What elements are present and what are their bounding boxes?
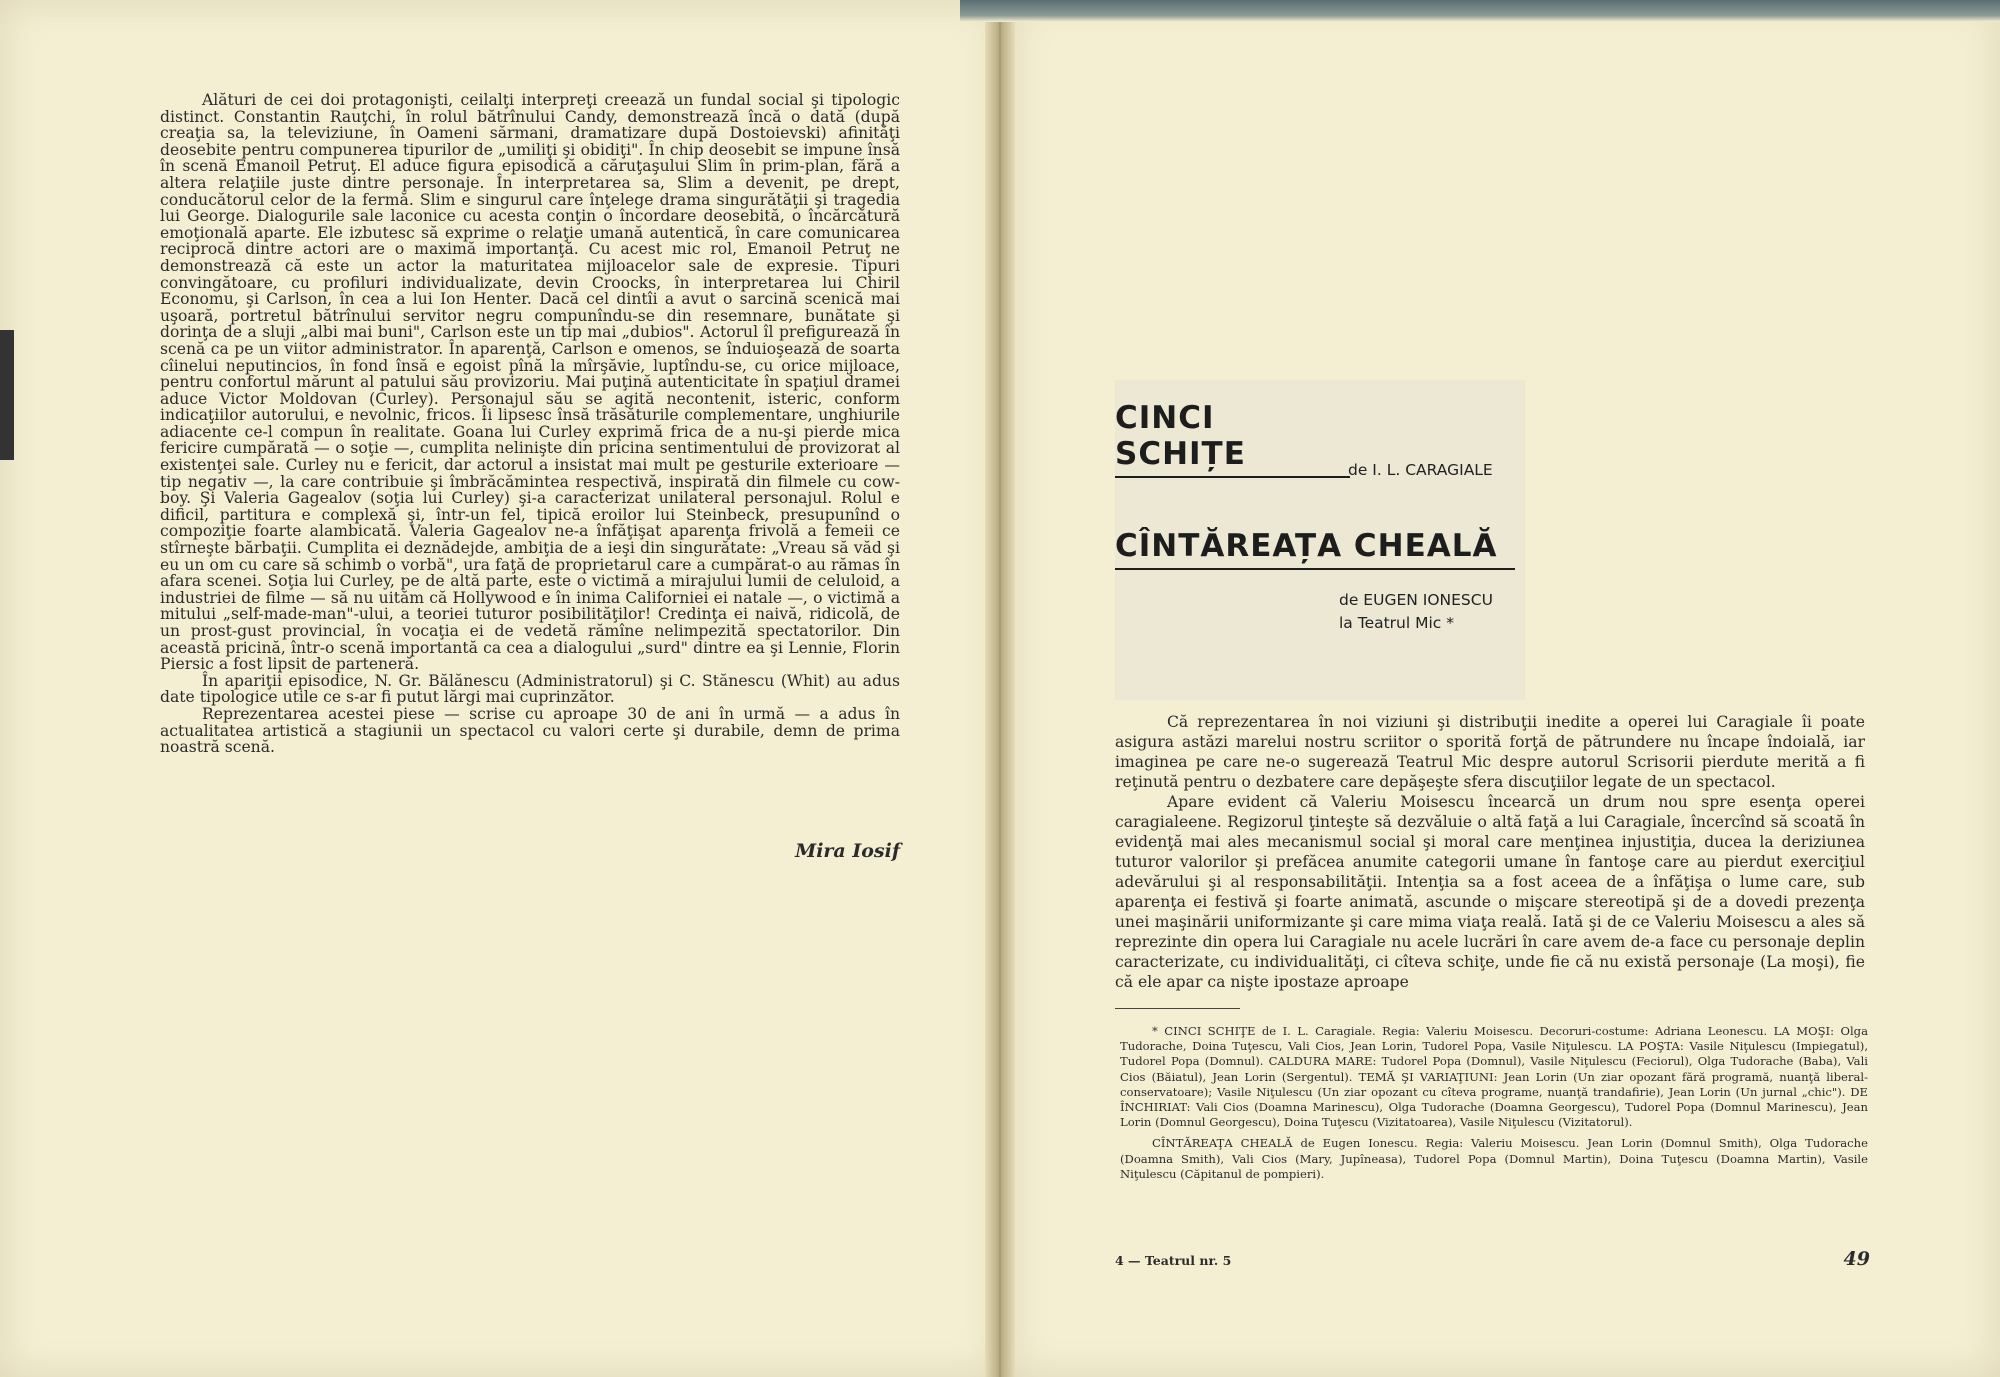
left-paragraph-2: În apariţii episodice, N. Gr. Bălănescu (Administratorul) şi C. Stănescu (Whit) au adus date tipologice utile ce s-ar fi putut lărgi mai cuprinzător. xyxy=(160,671,900,707)
footnotes xyxy=(1120,1024,1868,1188)
footnote-1: * CINCI SCHIŢE de I. L. Caragiale. Regia: Valeriu Moisescu. Decoruri-costume: Adriana Leonescu. LA MOŞI: Olga Tudorache, Doina Tuţescu, Vali Cios, Jean Lorin, Tudorel Popa, Vasile Niţulescu. LA POŞTA: Vasile Niţulescu (Impiegatul), Tudorel Popa (Domnul). CALDURA MARE: Tudorel Popa (Domnul), Vasile Niţulescu (Feciorul), Olga Tudorache (Baba), Vali Cios (Băiatul), Jean Lorin (Sergentul). TEMĂ ŞI VARIAŢIUNI: Jean Lorin (Un ziar opozant fără programă, nuanţă liberal-conservatoare); Vasile Niţulescu (Un ziar opozant cu cîteva programe, nuanţă trandafirie), Jean Lorin (Un jurnal „chic"). DE ÎNCHIRIAT: Vali Cios (Doamna Marinescu), Olga Tudorache (Doamna Georgescu), Tudorel Popa (Domnul Marinescu), Jean Lorin (Domnul Georgescu), Doina Tuţescu (Vizitatoarea), Vasile Niţulescu (Vizitatorul). xyxy=(1120,1024,1868,1130)
article-title-1: CINCI SCHIȚE xyxy=(1115,400,1350,478)
byline-ionescu: de EUGEN IONESCU xyxy=(1339,591,1493,609)
left-paragraph-1: Alături de cei doi protagonişti, ceilalţi interpreţi creează un fundal social şi tipologic distinct. Constantin Rauţchi, în rolul bătrînului Candy, demonstrează încă o dată (după creaţia sa, la televiziune, în Oameni sărmani, dramatizare după Dostoievski) afinităţi deosebite pentru compunerea tipurilor de „umiliţi şi obidiţi". În chip deosebit se impune însă în scenă Emanoil Petruţ. El aduce figura episodică a căruţaşului Slim în prim-plan, fără a altera relaţiile juste dintre personaje. În interpretarea sa, Slim a devenit, pe drept, conducătorul celor de la fermă. Slim e singurul care înţelege drama singurătăţii şi tragedia lui George. Dialogurile sale laconice cu acesta conţin o încordare deosebită, o încărcătură emoţională aparte. Ele izbutesc să exprime o relaţie umană autentică, în care comunicarea reciprocă dintre actori are o maximă importanţă. Cu acest mic rol, Emanoil Petruţ ne demonstrează că este un actor la maturitatea mijloacelor sale de expresie. Tipuri convingătoare, cu profiluri individualizate, devin Croocks, în interpretarea lui Chiril Economu, şi Carlson, în cea a lui Ion Henter. Dacă cel dintîi a avut o sarcină scenică mai uşoară, portretul bătrînului servitor negru compunîndu-se din resemnare, bunătate şi dorinţa de a sluji „albi mai buni", Carlson este un tip mai „dubios". Actorul îl prefigurează în scenă ca pe un viitor administrator. În aparenţă, Carlson e omenos, se înduioşează de soarta cîinelui neputincios, în fond însă e egoist pînă la mîrşăvie, luptîndu-se, cu orice mijloace, pentru confortul mărunt al patului său provizoriu. Mai puţină autenticitate în spaţiul dramei aduce Victor Moldovan (Curley). Personajul său se agită necontenit, isteric, conform indicaţiilor autorului, e nevolnic, fricos. Îi lipsesc însă trăsăturile complementare, unghiurile adiacente ce-l compun în realitate. Goana lui Curley exprimă frica de a nu-şi pierde mica fericire cumpărată — o soţie —, cumplita nelinişte din pricina sentimentului de provizorat al existenţei sale. Curley nu e fericit, dar actorul a insistat mai mult pe gesturile exterioare — tip negativ —, la care contribuie şi îmbrăcămintea respectivă, inspirată din filmele cu cow-boy. Şi Valeria Gagealov (soţia lui Curley) şi-a caracterizat unilateral personajul. Rolul e dificil, partitura e complexă şi, într-un fel, tipică eroilor lui Steinbeck, presupunînd o compoziţie foarte alambicată. Valeria Gagealov ne-a înfăţişat aparenţa frivolă a femeii ce stîrneşte bărbaţii. Cumplita ei deznădejde, ambiţia de a ieşi din singurătate: „Vreau să văd şi eu un om cu care să schimb o vorbă", ura faţă de proprietarul care a cumpărat-o au rămas în afara scenei. Soţia lui Curley, pe de altă parte, este o victimă a mirajului lumii de celuloid, a industriei de filme — să nu uităm că Hollywood e în inima Californiei ei natale —, o victimă a mitului „self-made-man"-ului, a teoriei tuturor posibilităţilor! Credinţa ei naivă, ridicolă, de un prost-gust provincial, în vocaţia ei de vedetă rămîne nelimpezită spectatorilor. Din această pricină, într-o scenă importantă ca cea a dialogului „surd" dintre ea şi Lennie, Florin Piersic a fost lipsit de parteneră. xyxy=(160,91,900,674)
cover-edge xyxy=(960,0,2000,22)
right-paragraph-2: Apare evident că Valeriu Moisescu încearcă un drum nou spre esenţa operei caragialeene. Regizorul ţinteşte să dezvăluie o altă faţă a lui Caragiale, încercînd să scoată în evidenţă mai ales mecanismul social şi moral care menţinea injustiţia, ducea la deriziunea tuturor valorilor şi prefăcea anumite categorii umane în fantoşe care au pierdut exerciţiul adevărului şi al responsabilităţii. Intenţia sa a fost aceea de a înfăţişa o lume care, sub aparenţa ei festivă şi foarte animată, ascunde o mişcare stereotipă şi de a dovedi prezenţa unei maşinării uniformizante şi care mima viaţa reală. Iată şi de ce Valeriu Moisescu a ales să reprezinte din opera lui Caragiale nu acele lucrări în care avem de-a face cu personaje deplin caracterizate, cu individualităţi, ci cîteva schiţe, unde fie că nu există personaje (La moşi), fie că ele apar ca nişte ipostaze aproape xyxy=(1115,793,1865,991)
book-gutter xyxy=(985,0,1015,1377)
byline-caragiale: de I. L. CARAGIALE xyxy=(1348,461,1493,479)
article-title-2: CÎNTĂREAȚA CHEALĂ xyxy=(1115,528,1515,570)
left-paragraph-3: Reprezentarea acestei piese — scrise cu aproape 30 de ani în urmă — a adus în actualitatea artistică a stagiunii un spectacol cu valori certe şi durabile, demn de prima noastră scenă. xyxy=(160,704,900,757)
footnote-2: CÎNTĂREAŢA CHEALĂ de Eugen Ionescu. Regia: Valeriu Moisescu. Jean Lorin (Domnul Smith), Olga Tudorache (Doamna Smith), Vali Cios (Mary, Jupîneasa), Tudorel Popa (Domnul Martin), Doina Tuţescu (Doamna Martin), Vasile Niţulescu (Căpitanul de pompieri). xyxy=(1120,1136,1868,1181)
page-number: 49 xyxy=(1843,1248,1870,1270)
right-article-body xyxy=(1115,712,1865,992)
left-edge-mark xyxy=(0,330,14,460)
byline-venue: la Teatrul Mic * xyxy=(1339,614,1454,632)
right-paragraph-1: Că reprezentarea în noi viziuni şi distribuţii inedite a operei lui Caragiale îi poate asigura astăzi marelui nostru scriitor o sporită forţă de pătrundere nu încape îndoială, iar imaginea pe care ne-o sugerează Teatrul Mic despre autorul Scrisorii pierdute merită a fi reţinută pentru o dezbatere care depăşeşte sfera discuţiilor legate de un spectacol. xyxy=(1115,713,1865,791)
left-article-body xyxy=(160,92,900,756)
footnote-divider xyxy=(1115,1008,1240,1009)
author-signature: Mira Iosif xyxy=(795,840,900,862)
folio: 4 — Teatrul nr. 5 xyxy=(1115,1253,1232,1268)
